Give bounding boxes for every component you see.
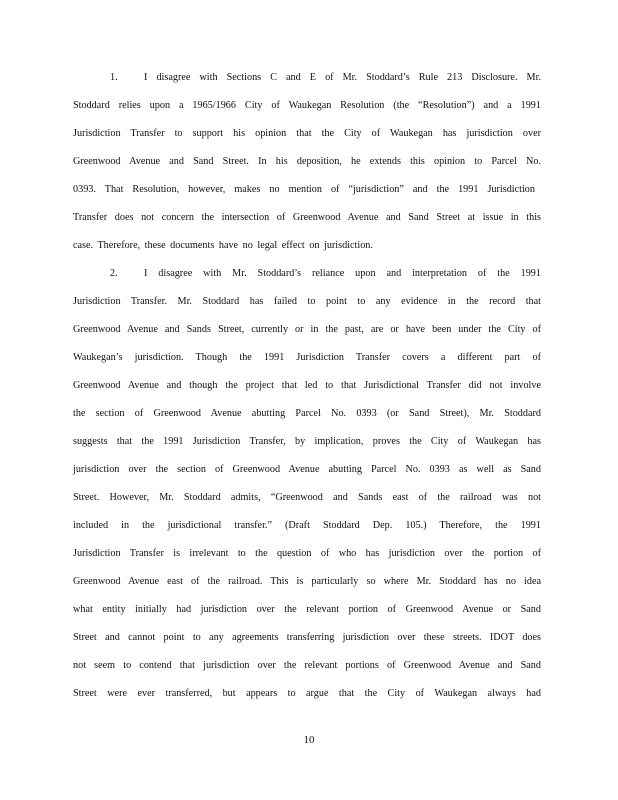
paragraph-2-line-12: Greenwood Avenue east of the railroad. This is particularly so where Mr. Stoddard has no idea — [73, 576, 541, 587]
paragraph-1-line-6: Transfer does not concern the intersection of Greenwood Avenue and Sand Street at issue in this — [73, 212, 541, 223]
paragraph-1-number: 1. — [110, 72, 118, 83]
paragraph-2-line-11: Jurisdiction Transfer is irrelevant to the question of who has jurisdiction over the portion of — [73, 548, 541, 559]
paragraph-2-line-3: Greenwood Avenue and Sands Street, currently or in the past, are or have been under the City of — [73, 324, 541, 335]
paragraph-2-number: 2. — [110, 268, 118, 279]
paragraph-2-line-15: not seem to contend that jurisdiction over the relevant portions of Greenwood Avenue and Sand — [73, 660, 541, 671]
paragraph-1-line-3: Jurisdiction Transfer to support his opinion that the City of Waukegan has jurisdiction over — [73, 128, 541, 139]
paragraph-1-line-1: 1. I disagree with Sections C and E of Mr. Stoddard’s Rule 213 Disclosure. Mr. — [110, 72, 541, 83]
paragraph-2-line-10: included in the jurisdictional transfer.” (Draft Stoddard Dep. 105.) Therefore, the 1991 — [73, 520, 541, 531]
paragraph-2-line-6: the section of Greenwood Avenue abutting Parcel No. 0393 (or Sand Street), Mr. Stoddard — [73, 408, 541, 419]
paragraph-2-line-16: Street were ever transferred, but appears to argue that the City of Waukegan always had — [73, 688, 541, 699]
paragraph-1-line-7: case. Therefore, these documents have no legal effect on jurisdiction. — [73, 240, 373, 251]
paragraph-1-line-2: Stoddard relies upon a 1965/1966 City of Waukegan Resolution (the “Resolution”) and a 1991 — [73, 100, 541, 111]
paragraph-2-line-7: suggests that the 1991 Jurisdiction Transfer, by implication, proves the City of Waukegan has — [73, 436, 541, 447]
paragraph-2-line-2: Jurisdiction Transfer. Mr. Stoddard has failed to point to any evidence in the record that — [73, 296, 541, 307]
paragraph-2-line-5: Greenwood Avenue and though the project that led to that Jurisdictional Transfer did not involve — [73, 380, 541, 391]
paragraph-2-line-13: what entity initially had jurisdiction over the relevant portion of Greenwood Avenue or Sand — [73, 604, 541, 615]
paragraph-2-line-1: 2. I disagree with Mr. Stoddard’s reliance upon and interpretation of the 1991 — [110, 268, 541, 279]
paragraph-1-line-5: 0393. That Resolution, however, makes no mention of “jurisdiction” and the 1991 Jurisdiction — [73, 184, 535, 195]
paragraph-2-line-4: Waukegan’s jurisdiction. Though the 1991 Jurisdiction Transfer covers a different part of — [73, 352, 541, 363]
page-number: 10 — [303, 734, 315, 746]
paragraph-2-line-8: jurisdiction over the section of Greenwood Avenue abutting Parcel No. 0393 as well as Sand — [73, 464, 541, 475]
paragraph-1-line-4: Greenwood Avenue and Sand Street. In his deposition, he extends this opinion to Parcel No. — [73, 156, 541, 167]
paragraph-2-line-9: Street. However, Mr. Stoddard admits, “Greenwood and Sands east of the railroad was not — [73, 492, 541, 503]
paragraph-2-line-14: Street and cannot point to any agreements transferring jurisdiction over these streets. IDOT does — [73, 632, 541, 643]
